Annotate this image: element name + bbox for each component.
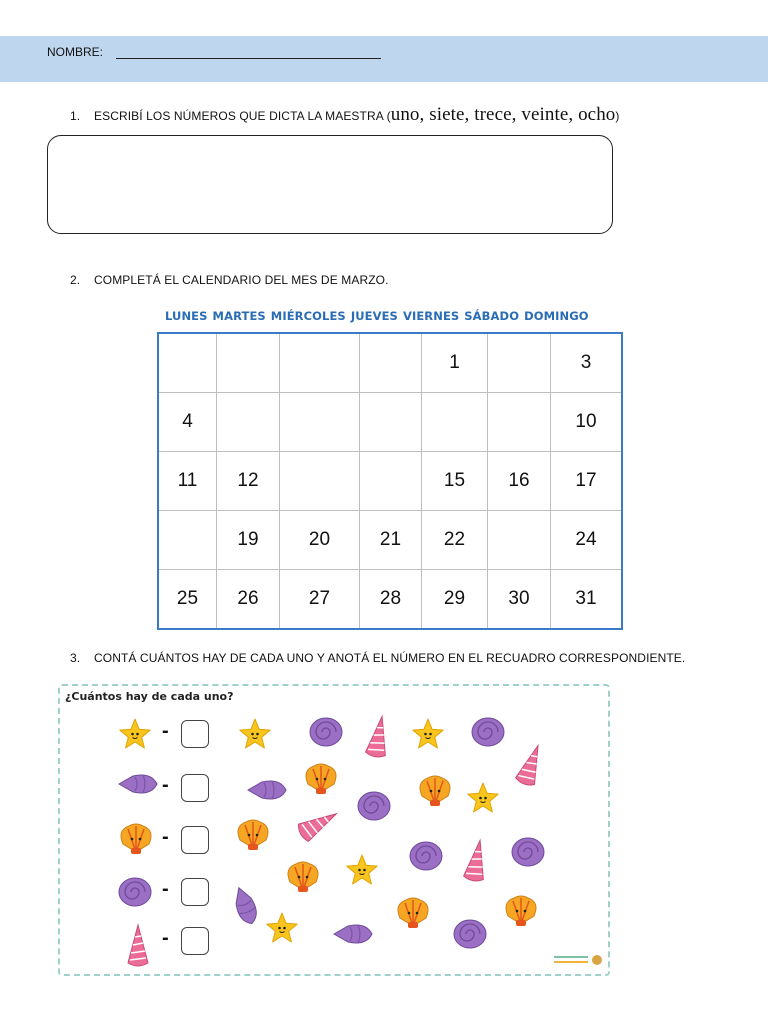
scallop-icon <box>117 822 155 861</box>
calendar-empty-cell[interactable] <box>488 511 551 570</box>
count-input-snail-shell[interactable] <box>181 878 209 906</box>
legend-dash: - <box>162 774 169 796</box>
calendar-empty-cell[interactable] <box>360 393 422 452</box>
day-header-4: VIERNES <box>402 309 460 323</box>
question-1-words: uno, siete, trece, veinte, ocho <box>390 104 616 125</box>
calendar-empty-cell[interactable] <box>217 393 280 452</box>
calendar-day-30: 30 <box>488 570 551 630</box>
scallop-icon <box>284 860 322 899</box>
day-header-2: MIÉRCOLES <box>270 309 346 323</box>
calendar-day-27: 27 <box>280 570 360 630</box>
legend-dash: - <box>162 826 169 848</box>
count-input-spiral-shell[interactable] <box>181 927 209 955</box>
question-2-number: 2. <box>70 273 81 287</box>
header-bar <box>0 36 768 82</box>
snail-shell-icon <box>117 874 153 913</box>
scallop-icon <box>302 762 340 801</box>
question-1-number: 1. <box>70 109 81 123</box>
question-1-text: ESCRIBÍ LOS NÚMEROS QUE DICTA LA MAESTRA ( <box>94 109 391 123</box>
calendar-empty-cell[interactable] <box>360 333 422 393</box>
calendar-row <box>158 333 622 393</box>
calendar-empty-cell[interactable] <box>488 333 551 393</box>
calendar-row <box>158 393 622 452</box>
calendar-table <box>157 332 623 630</box>
starfish-icon <box>410 716 446 757</box>
snail-shell-icon <box>408 838 444 877</box>
calendar-empty-cell[interactable] <box>280 393 360 452</box>
name-field-line[interactable] <box>116 58 381 59</box>
calendar-day-1: 1 <box>422 333 488 393</box>
scallop-icon <box>394 896 432 935</box>
name-label: NOMBRE: <box>47 45 104 59</box>
counting-box-title: ¿Cuántos hay de cada uno? <box>65 690 234 703</box>
calendar-row <box>158 452 622 511</box>
starfish-icon <box>117 716 153 757</box>
calendar-day-15: 15 <box>422 452 488 511</box>
calendar-day-11: 11 <box>158 452 217 511</box>
calendar-day-12: 12 <box>217 452 280 511</box>
calendar-day-16: 16 <box>488 452 551 511</box>
day-header-0: LUNES <box>165 309 208 323</box>
calendar-empty-cell[interactable] <box>158 333 217 393</box>
snail-shell-icon <box>470 714 506 753</box>
snail-shell-icon <box>356 788 392 827</box>
question-1-close: ) <box>615 109 620 123</box>
scallop-icon <box>416 774 454 813</box>
count-input-starfish[interactable] <box>181 720 209 748</box>
calendar-day-4: 4 <box>158 393 217 452</box>
calendar-day-headers <box>165 309 615 323</box>
calendar-empty-cell[interactable] <box>280 452 360 511</box>
day-header-1: MARTES <box>212 309 266 323</box>
snail-shell-icon <box>452 916 488 955</box>
calendar-row <box>158 570 622 630</box>
calendar-empty-cell[interactable] <box>280 333 360 393</box>
scallop-icon <box>502 894 540 933</box>
calendar-day-21: 21 <box>360 511 422 570</box>
calendar-day-31: 31 <box>551 570 623 630</box>
calendar-empty-cell[interactable] <box>158 511 217 570</box>
spiral-shell-icon <box>126 923 150 974</box>
scallop-icon <box>234 818 272 857</box>
publisher-logo <box>552 952 602 968</box>
calendar-day-22: 22 <box>422 511 488 570</box>
calendar-day-25: 25 <box>158 570 217 630</box>
question-2-text: COMPLETÁ EL CALENDARIO DEL MES DE MARZO. <box>94 273 389 287</box>
legend-dash: - <box>162 720 169 742</box>
conch-icon <box>246 776 288 809</box>
starfish-icon <box>344 852 380 893</box>
answer-box[interactable] <box>47 135 613 234</box>
count-input-conch[interactable] <box>181 774 209 802</box>
day-header-3: JUEVES <box>350 309 398 323</box>
calendar-empty-cell[interactable] <box>217 333 280 393</box>
count-input-scallop[interactable] <box>181 826 209 854</box>
calendar-day-10: 10 <box>551 393 623 452</box>
calendar-day-26: 26 <box>217 570 280 630</box>
calendar-empty-cell[interactable] <box>422 393 488 452</box>
calendar-day-20: 20 <box>280 511 360 570</box>
conch-icon <box>117 770 159 803</box>
legend-dash: - <box>162 927 169 949</box>
snail-shell-icon <box>308 714 344 753</box>
calendar-empty-cell[interactable] <box>360 452 422 511</box>
question-1 <box>70 104 620 126</box>
question-2 <box>70 273 389 287</box>
calendar-day-19: 19 <box>217 511 280 570</box>
question-3-text: CONTÁ CUÁNTOS HAY DE CADA UNO Y ANOTÁ EL NÚMERO EN EL RECUADRO CORRESPONDIENTE. <box>94 651 686 665</box>
question-3 <box>70 651 685 665</box>
day-header-5: SÁBADO <box>464 309 520 323</box>
question-3-number: 3. <box>70 651 81 665</box>
snail-shell-icon <box>510 834 546 873</box>
conch-icon <box>332 920 374 953</box>
starfish-icon <box>465 780 501 821</box>
starfish-icon <box>264 910 300 951</box>
calendar-empty-cell[interactable] <box>488 393 551 452</box>
calendar-day-3: 3 <box>551 333 623 393</box>
calendar-row <box>158 511 622 570</box>
calendar-day-28: 28 <box>360 570 422 630</box>
starfish-icon <box>237 716 273 757</box>
day-header-6: DOMINGO <box>524 309 589 323</box>
calendar-day-24: 24 <box>551 511 623 570</box>
calendar-day-17: 17 <box>551 452 623 511</box>
legend-dash: - <box>162 878 169 900</box>
calendar-day-29: 29 <box>422 570 488 630</box>
